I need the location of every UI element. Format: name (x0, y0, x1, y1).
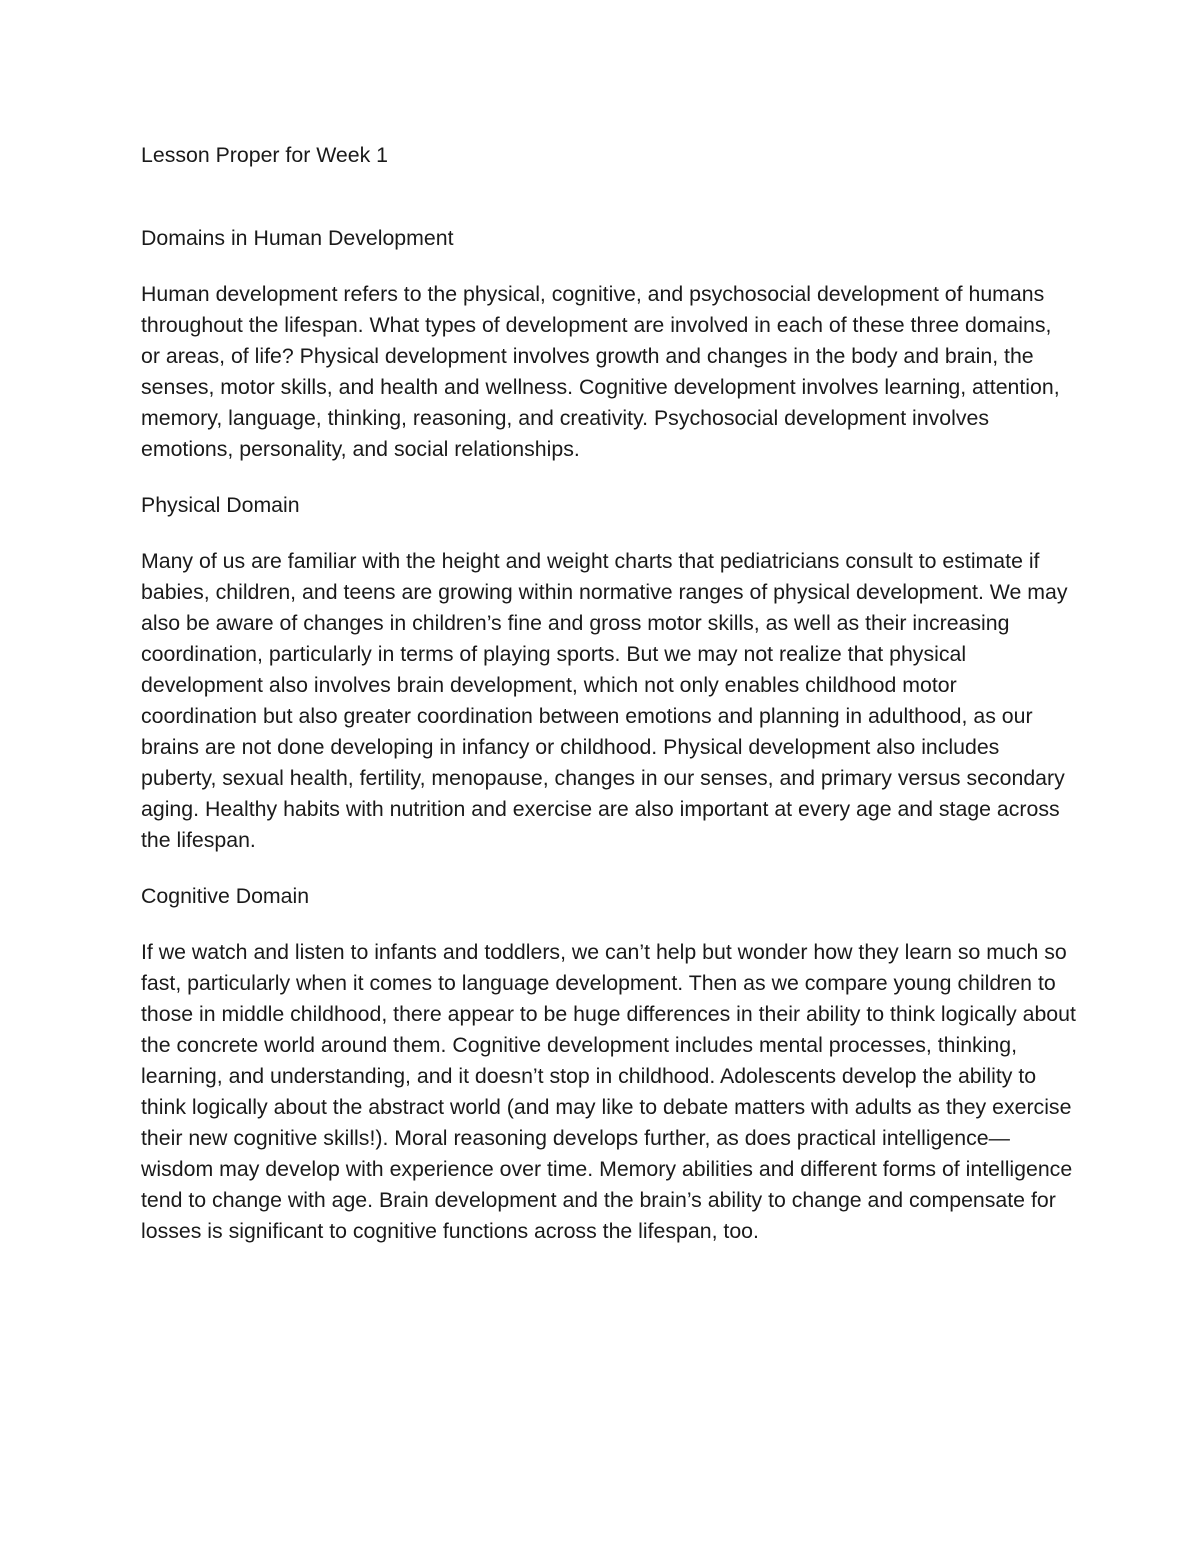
intro-paragraph: Human development refers to the physical, cognitive, and psychosocial development of humans throughout the lifespan. What types of development are involved in each of these three domains, or areas, of life? Physical development involves growth and changes in the body and brain, the senses, motor skills, and health and wellness. Cognitive development involves learning, attention, memory, language, thinking, reasoning, and creativity. Psychosocial development involves emotions, personality, and social relationships. (141, 282, 1060, 461)
section-heading-physical: Physical Domain (141, 493, 300, 517)
section-body-cognitive: If we watch and listen to infants and toddlers, we can’t help but wonder how they learn so much so fast, particularly when it comes to language development. Then as we compare young children to those in middle childhood, there appear to be huge differences in their ability to think logically about the concrete world around them. Cognitive development includes mental processes, thinking, learning, and understanding, and it doesn’t stop in childhood. Adolescents develop the ability to think logically about the abstract world (and may like to debate matters with adults as they exercise their new cognitive skills!). Moral reasoning develops further, as does practical intelligence—wisdom may develop with experience over time. Memory abilities and different forms of intelligence tend to change with age. Brain development and the brain’s ability to change and compensate for losses is significant to cognitive functions across the lifespan, too. (141, 940, 1076, 1243)
section-heading-cognitive: Cognitive Domain (141, 884, 310, 908)
document-page (141, 140, 1076, 1272)
main-heading: Domains in Human Development (141, 226, 454, 250)
lesson-title: Lesson Proper for Week 1 (141, 143, 389, 167)
section-body-physical: Many of us are familiar with the height and weight charts that pediatricians consult to estimate if babies, children, and teens are growing within normative ranges of physical development. We may also be aware of changes in children’s fine and gross motor skills, as well as their increasing coordination, particularly in terms of playing sports. But we may not realize that physical development also involves brain development, which not only enables childhood motor coordination but also greater coordination between emotions and planning in adulthood, as our brains are not done developing in infancy or childhood. Physical development also includes puberty, sexual health, fertility, menopause, changes in our senses, and primary versus secondary aging. Healthy habits with nutrition and exercise are also important at every age and stage across the lifespan. (141, 549, 1068, 852)
